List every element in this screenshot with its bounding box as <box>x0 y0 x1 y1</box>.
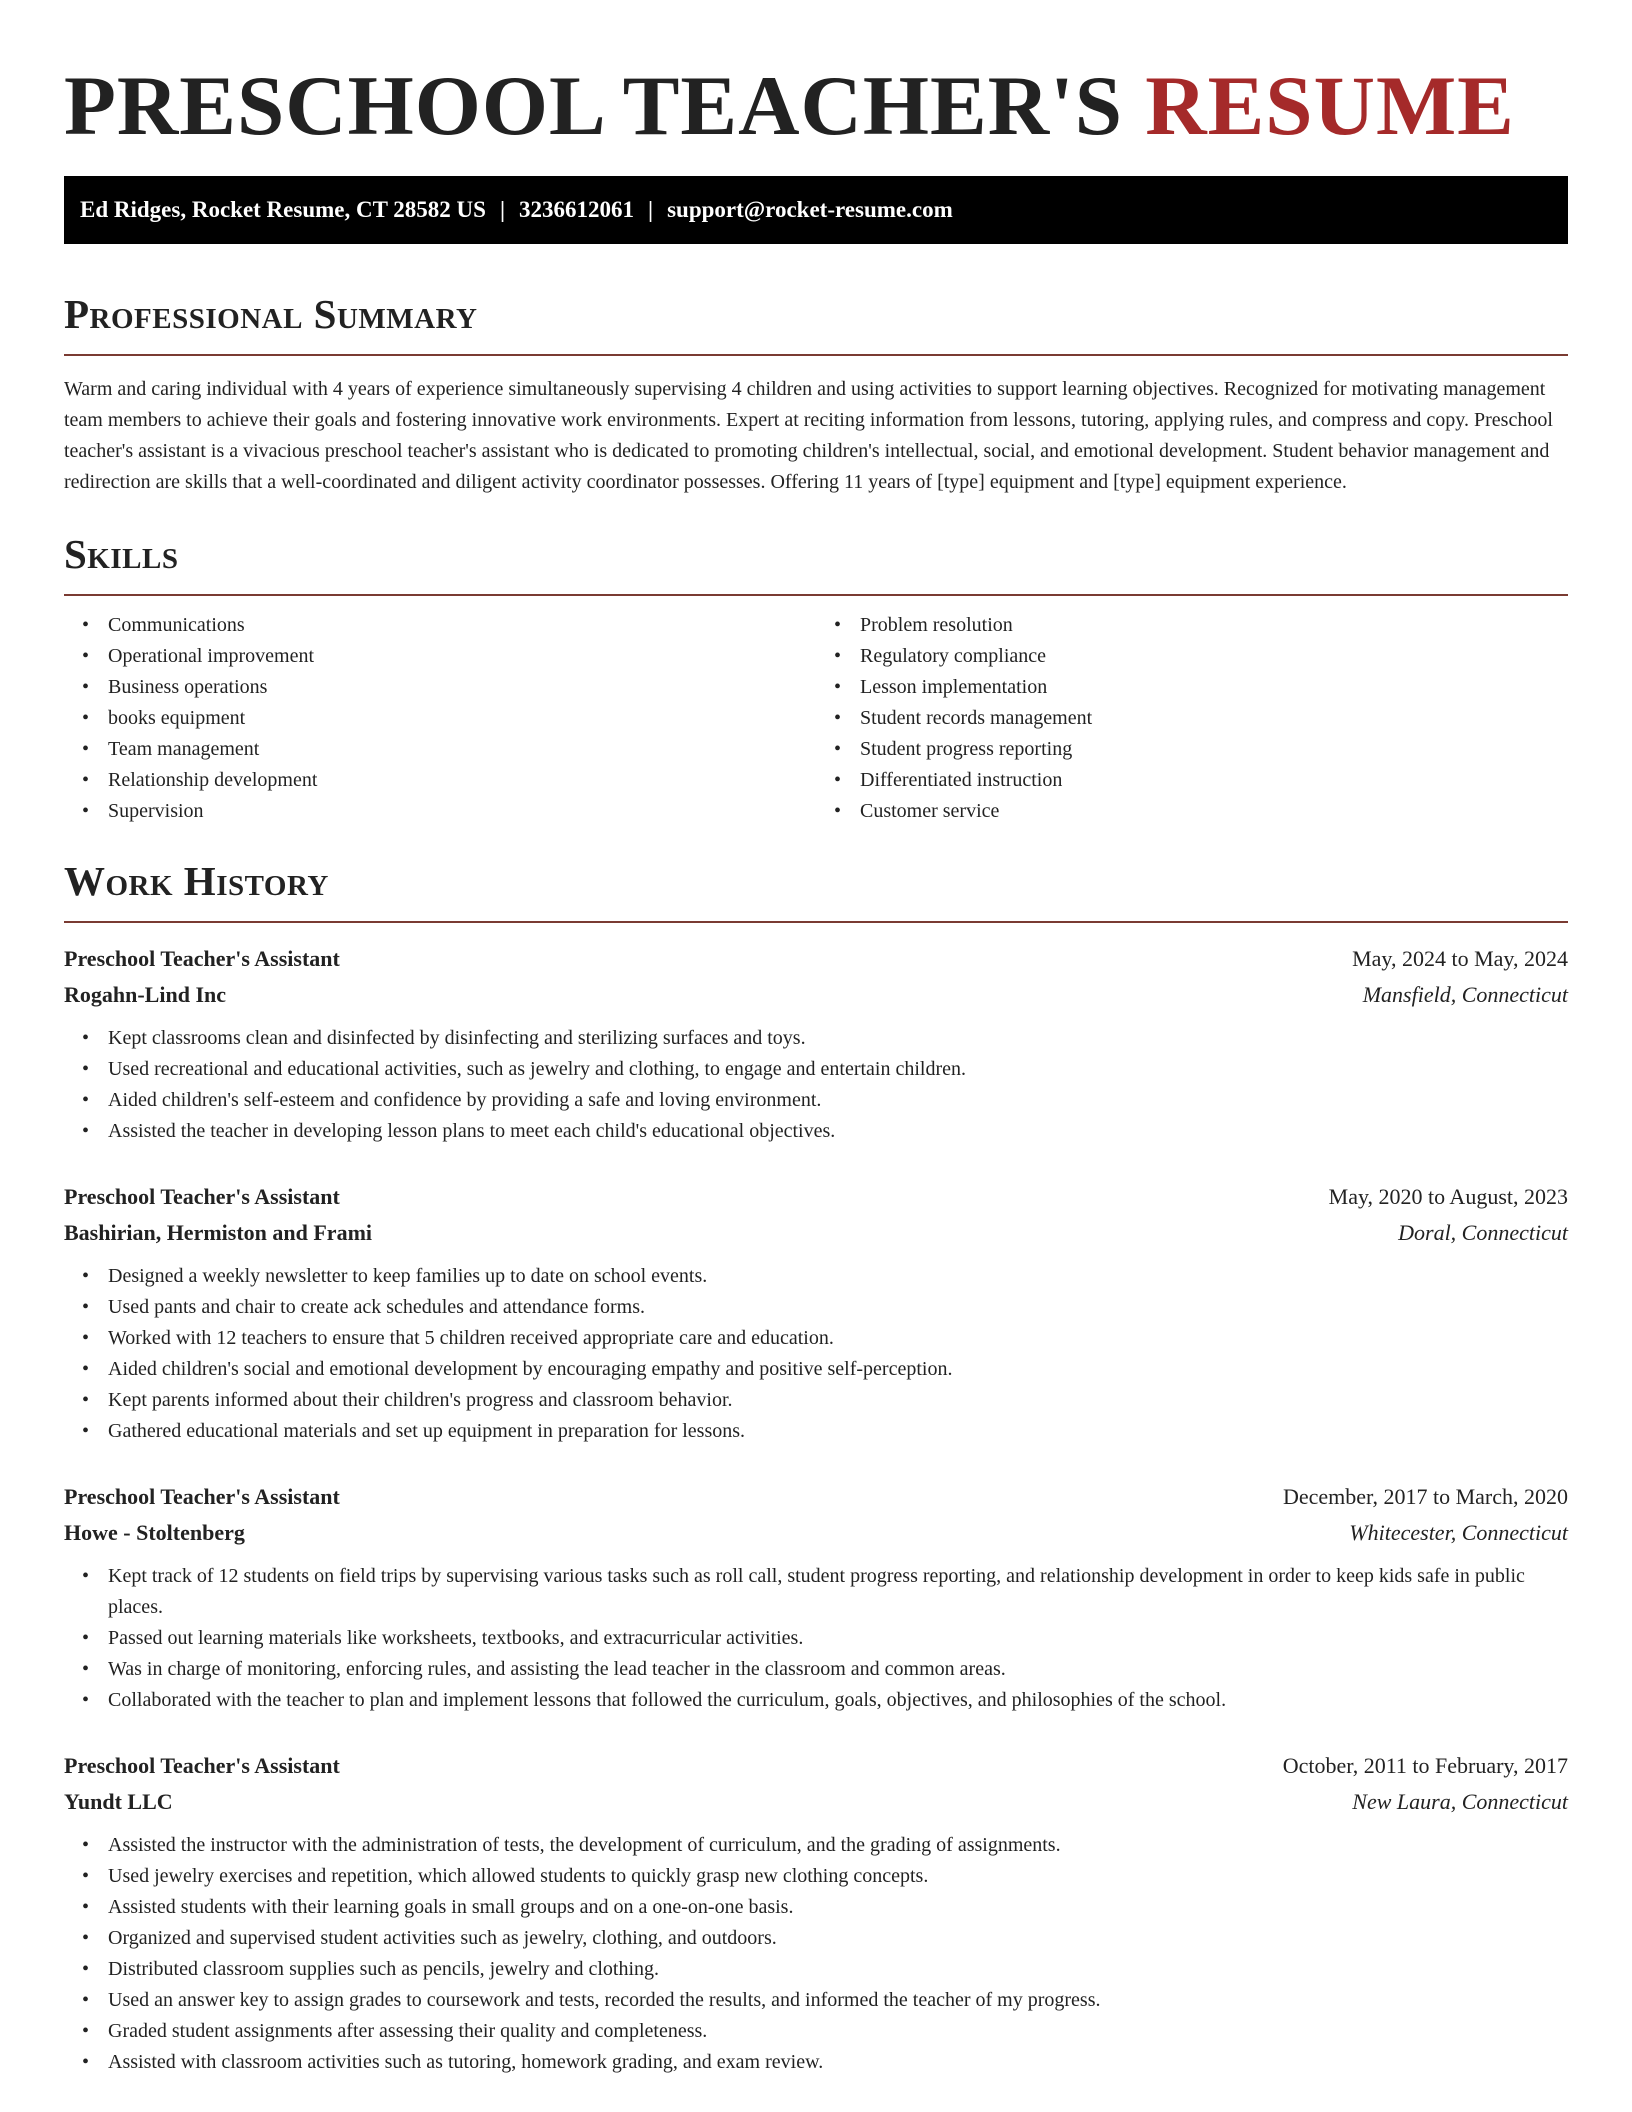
skill-item: • Customer service <box>860 796 1568 827</box>
skill-item: • Communications <box>108 610 816 641</box>
skill-item: • Relationship development <box>108 765 816 796</box>
contact-separator: | <box>499 197 506 222</box>
job-location: New Laura, Connecticut <box>1352 1789 1568 1814</box>
job-company-row <box>64 1515 1568 1551</box>
job-bullet: • Assisted with classroom activities such as tutoring, homework grading, and exam review. <box>108 2047 1568 2078</box>
job-bullets <box>64 1023 1568 1147</box>
job-bullet: • Assisted the instructor with the administration of tests, the development of curriculum, and the grading of assignments. <box>108 1830 1568 1861</box>
job-bullet: • Aided children's self-esteem and confidence by providing a safe and loving environment. <box>108 1085 1568 1116</box>
skills-section <box>64 526 1568 827</box>
skill-item: • Student records management <box>860 703 1568 734</box>
job-bullet: • Assisted students with their learning goals in small groups and on a one-on-one basis. <box>108 1892 1568 1923</box>
job-company: Rogahn-Lind Inc <box>64 982 227 1007</box>
job-role: Preschool Teacher's Assistant <box>64 1753 340 1778</box>
job-bullet: • Assisted the teacher in developing lesson plans to meet each child's educational objectives. <box>108 1116 1568 1147</box>
skills-list-left <box>64 610 816 827</box>
skill-item: • Student progress reporting <box>860 734 1568 765</box>
job-company: Bashirian, Hermiston and Frami <box>64 1220 373 1245</box>
job-header-row <box>64 941 1568 977</box>
job-bullet: • Kept track of 12 students on field trips by supervising various tasks such as roll call, student progress reporting, and relationship development in order to keep kids safe in public places. <box>108 1561 1568 1623</box>
job-bullet: • Passed out learning materials like worksheets, textbooks, and extracurricular activities. <box>108 1623 1568 1654</box>
job-location: Whitecester, Connecticut <box>1349 1520 1568 1545</box>
contact-phone: 3236612061 <box>519 197 635 222</box>
summary-section <box>64 286 1568 498</box>
job-bullet: • Organized and supervised student activities such as jewelry, clothing, and outdoors. <box>108 1923 1568 1954</box>
contact-bar <box>64 176 1568 244</box>
skills-columns <box>64 610 1568 827</box>
section-divider <box>64 354 1568 356</box>
job-company-row <box>64 1215 1568 1251</box>
skill-item: • Differentiated instruction <box>860 765 1568 796</box>
job-entry <box>64 941 1568 1147</box>
contact-email: support@rocket-resume.com <box>667 197 953 222</box>
job-location: Doral, Connecticut <box>1398 1220 1568 1245</box>
job-bullet: • Gathered educational materials and set up equipment in preparation for lessons. <box>108 1416 1568 1447</box>
job-entry <box>64 1748 1568 2078</box>
job-bullet: • Kept classrooms clean and disinfected by disinfecting and sterilizing surfaces and toys. <box>108 1023 1568 1054</box>
job-entry <box>64 1179 1568 1447</box>
job-header-row <box>64 1748 1568 1784</box>
job-bullet: • Used pants and chair to create ack schedules and attendance forms. <box>108 1292 1568 1323</box>
job-bullet: • Was in charge of monitoring, enforcing rules, and assisting the lead teacher in the classroom and common areas. <box>108 1654 1568 1685</box>
section-divider <box>64 594 1568 596</box>
resume-title <box>64 0 1568 156</box>
job-bullets <box>64 1261 1568 1447</box>
work-history-section <box>64 853 1568 2078</box>
job-header-row <box>64 1179 1568 1215</box>
job-role: Preschool Teacher's Assistant <box>64 946 340 971</box>
job-role: Preschool Teacher's Assistant <box>64 1184 340 1209</box>
job-bullet: • Kept parents informed about their children's progress and classroom behavior. <box>108 1385 1568 1416</box>
skill-item: • Operational improvement <box>108 641 816 672</box>
job-company: Howe - Stoltenberg <box>64 1520 245 1545</box>
contact-separator: | <box>648 197 654 222</box>
job-dates: May, 2020 to August, 2023 <box>1328 1184 1568 1209</box>
section-divider <box>64 921 1568 923</box>
job-company-row <box>64 1784 1568 1820</box>
job-bullet: • Graded student assignments after assessing their quality and completeness. <box>108 2016 1568 2047</box>
skill-item: • Team management <box>108 734 816 765</box>
skill-item: • Business operations <box>108 672 816 703</box>
job-bullet: • Aided children's social and emotional development by encouraging empathy and positive self-perception. <box>108 1354 1568 1385</box>
work-history-heading: Work History <box>64 858 329 904</box>
job-bullet: • Designed a weekly newsletter to keep families up to date on school events. <box>108 1261 1568 1292</box>
job-bullet: • Used recreational and educational activities, such as jewelry and clothing, to engage and entertain children. <box>108 1054 1568 1085</box>
job-dates: October, 2011 to February, 2017 <box>1282 1753 1568 1778</box>
job-bullets <box>64 1561 1568 1716</box>
summary-text: Warm and caring individual with 4 years of experience simultaneously supervising 4 children and using activities to support learning objectives. Recognized for motivating management team members to achieve their goals and fostering innovative work environments. Expert at reciting information from lessons, tutoring, applying rules, and compress and copy. Preschool teacher's assistant is a vivacious preschool teacher's assistant who is dedicated to promoting children's intellectual, social, and emotional development. Student behavior management and redirection are skills that a well-coordinated and diligent activity coordinator possesses. Offering 11 years of [type] equipment and [type] equipment experience. <box>64 378 1553 493</box>
skill-item: • Supervision <box>108 796 816 827</box>
job-bullet: • Distributed classroom supplies such as pencils, jewelry and clothing. <box>108 1954 1568 1985</box>
skill-item: • Lesson implementation <box>860 672 1568 703</box>
job-header-row <box>64 1479 1568 1515</box>
job-location: Mansfield, Connecticut <box>1362 982 1568 1007</box>
skills-list-right <box>816 610 1568 827</box>
job-company-row <box>64 977 1568 1013</box>
summary-heading: Professional Summary <box>64 291 478 337</box>
job-bullet: • Used jewelry exercises and repetition, which allowed students to quickly grasp new clothing concepts. <box>108 1861 1568 1892</box>
skill-item: • Regulatory compliance <box>860 641 1568 672</box>
job-bullet: • Collaborated with the teacher to plan and implement lessons that followed the curriculum, goals, objectives, and philosophies of the school. <box>108 1685 1568 1716</box>
job-bullets <box>64 1830 1568 2078</box>
job-dates: December, 2017 to March, 2020 <box>1282 1484 1568 1509</box>
job-entry <box>64 1479 1568 1716</box>
job-bullet: • Used an answer key to assign grades to coursework and tests, recorded the results, and informed the teacher of my progress. <box>108 1985 1568 2016</box>
skill-item: • Problem resolution <box>860 610 1568 641</box>
job-role: Preschool Teacher's Assistant <box>64 1484 340 1509</box>
contact-address: Ed Ridges, Rocket Resume, CT 28582 US <box>80 197 486 222</box>
resume-title-main: PRESCHOOL TEACHER'S <box>64 59 1123 153</box>
job-bullet: • Worked with 12 teachers to ensure that 5 children received appropriate care and education. <box>108 1323 1568 1354</box>
skill-item: • books equipment <box>108 703 816 734</box>
job-company: Yundt LLC <box>64 1789 173 1814</box>
skills-heading: Skills <box>64 531 179 577</box>
resume-title-accent: RESUME <box>1145 59 1515 153</box>
job-dates: May, 2024 to May, 2024 <box>1352 946 1568 971</box>
